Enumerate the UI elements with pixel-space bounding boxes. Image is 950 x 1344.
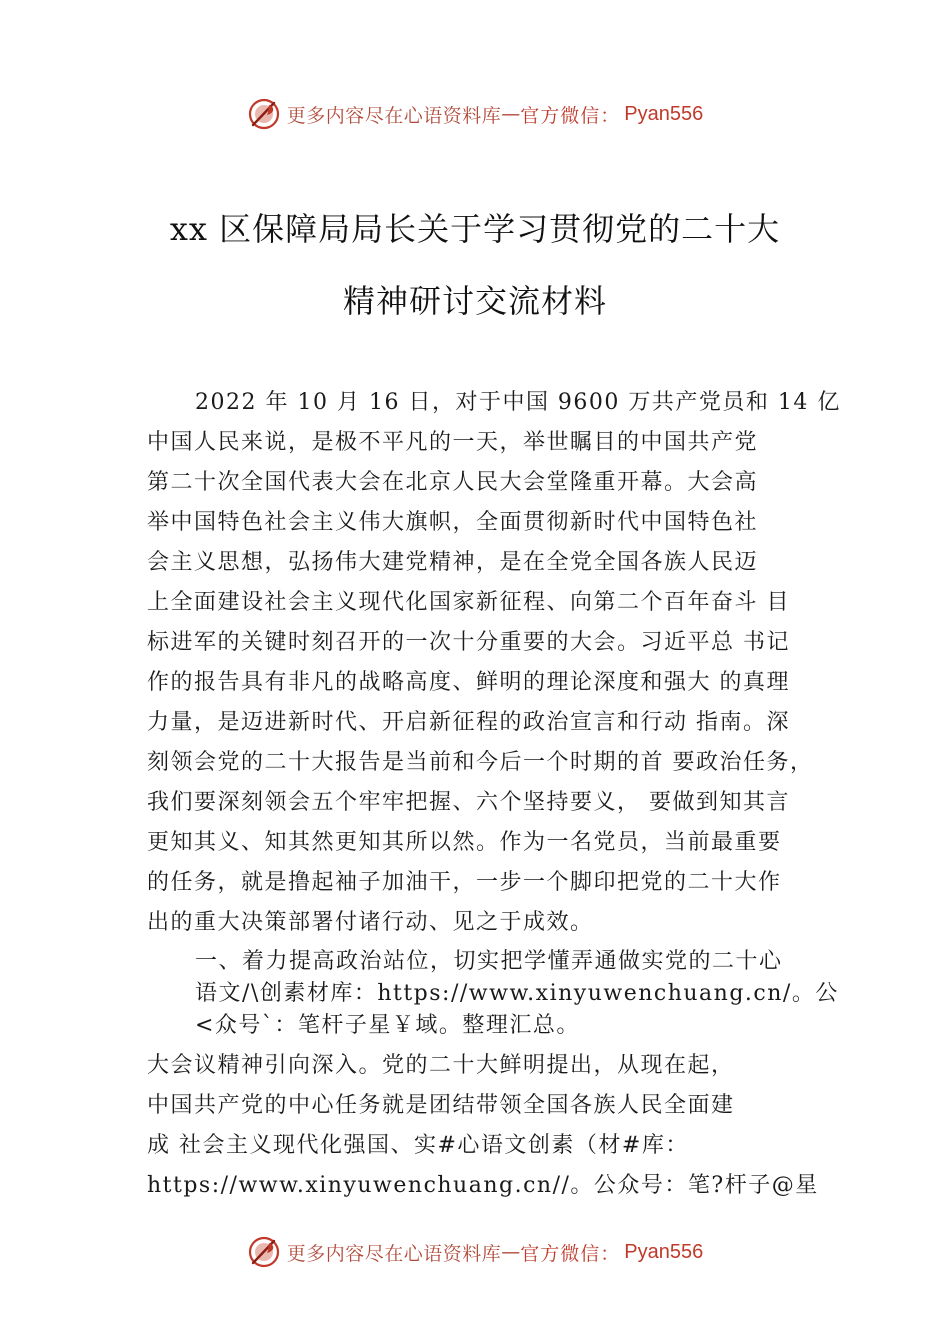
- section-heading: 一、着力提高政治站位，切实把学懂弄通做实党的二十心: [195, 949, 783, 974]
- banner-dash: —: [501, 103, 521, 125]
- body-line: 大会议精神引向深入。党的二十大鲜明提出，从现在起，: [147, 1053, 735, 1078]
- body-line: 的任务，就是撸起袖子加油干，一步一个脚印把党的二十大作: [147, 870, 782, 895]
- body-line: 作的报告具有非凡的战略高度、鲜明的理论深度和强大 的真理: [147, 670, 790, 695]
- body-line: 出的重大决策部署付诸行动、见之于成效。: [147, 910, 594, 935]
- body-line: 第二十次全国代表大会在北京人民大会堂隆重开幕。大会高: [147, 470, 759, 495]
- body-line: 举中国特色社会主义伟大旗帜，全面贯彻新时代中国特色社: [147, 510, 759, 535]
- body-line: 上全面建设社会主义现代化国家新征程、向第二个百年奋斗 目: [147, 590, 790, 615]
- watermark-line: <众号`：笔杆子星￥域。整理汇总。: [195, 1013, 580, 1038]
- body-line: 标进军的关键时刻召开的一次十分重要的大会。习近平总 书记: [147, 630, 790, 655]
- body-line: 力量，是迈进新时代、开启新征程的政治宣言和行动 指南。深: [147, 710, 790, 735]
- banner-wechat-id: Pyan556: [624, 1240, 704, 1263]
- banner-title: 更多内容尽在心语资料库: [286, 1242, 502, 1265]
- body-line: 中国共产党的中心任务就是团结带领全国各族人民全面建: [147, 1093, 735, 1118]
- body-line: 成 社会主义现代化强国、实#心语文创素（材#库：: [147, 1133, 689, 1158]
- watermark-line: 语文/\创素材库：https://www.xinyuwenchuang.cn/。公: [195, 981, 839, 1006]
- body-line: 中国人民来说，是极不平凡的一天，举世瞩目的中国共产党: [147, 430, 759, 455]
- body-line: https://www.xinyuwenchuang.cn//。公众号：笔?杆子@星: [147, 1173, 819, 1198]
- body-line: 更知其义、知其然更知其所以然。作为一名党员，当前最重要: [147, 830, 782, 855]
- banner-wechat-label: 官方微信：: [520, 104, 621, 127]
- footer-banner: [0, 1232, 950, 1272]
- banner-wechat-label: 官方微信：: [520, 1242, 621, 1265]
- banner-dash: —: [501, 1241, 521, 1263]
- feather-logo-icon: [247, 97, 281, 131]
- body-line: 2022 年 10 月 16 日，对于中国 9600 万共产党员和 14 亿: [195, 390, 841, 415]
- body-line: 我们要深刻领会五个牢牢把握、六个坚持要义， 要做到知其言: [147, 790, 790, 815]
- header-banner: [0, 94, 950, 134]
- document-title-line-1: xx 区保障局局长关于学习贯彻党的二十大: [169, 210, 781, 248]
- body-line: 刻领会党的二十大报告是当前和今后一个时期的首 要政治任务，: [147, 750, 814, 775]
- feather-logo-icon: [247, 1235, 281, 1269]
- banner-title: 更多内容尽在心语资料库: [286, 104, 502, 127]
- banner-wechat-id: Pyan556: [624, 102, 704, 125]
- body-line: 会主义思想，弘扬伟大建党精神，是在全党全国各族人民迈: [147, 550, 759, 575]
- document-title-line-2: 精神研讨交流材料: [342, 282, 607, 320]
